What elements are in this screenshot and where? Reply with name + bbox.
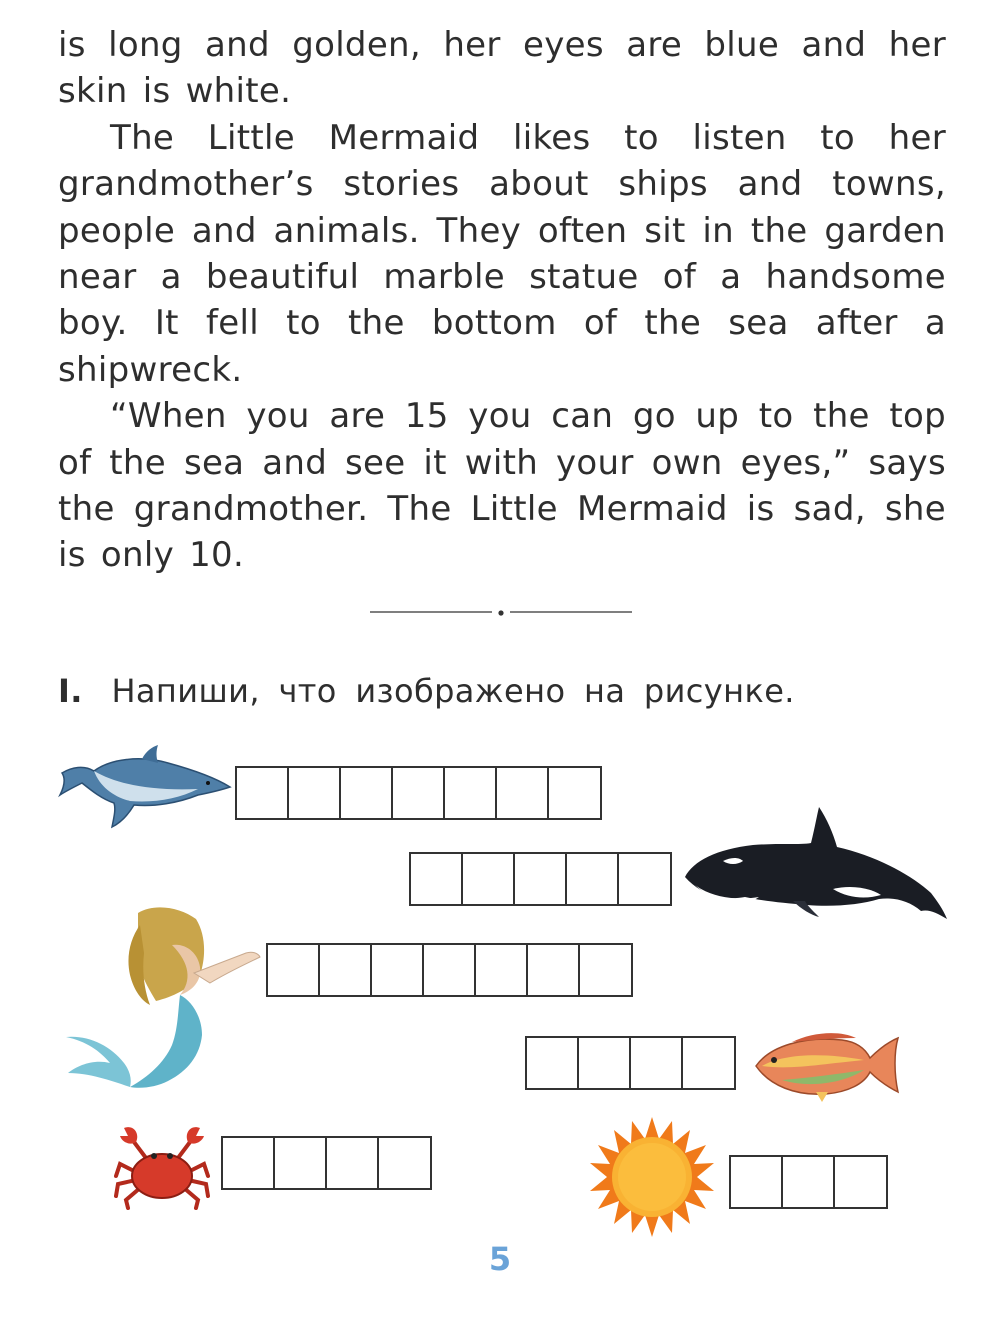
task-instruction: Напиши, что изображено на рисунке. <box>111 672 795 710</box>
answer-boxes-crab[interactable] <box>221 1136 432 1190</box>
story-text <box>58 22 946 579</box>
fish-icon <box>752 1030 902 1102</box>
answer-boxes-mermaid[interactable] <box>266 943 633 997</box>
story-paragraph-1: is long and golden, her eyes are blue and her skin is white. <box>58 25 946 112</box>
page-number: 5 <box>488 1240 512 1278</box>
task-heading <box>58 672 795 710</box>
story-paragraph-2: The Little Mermaid likes to listen to her grandmother’s stories about ships and towns, people and animals. They often sit in the garden near a beautiful marble statue of a handsome boy. It fell to the bottom of the sea after a shipwreck. <box>58 117 946 390</box>
answer-boxes-sun[interactable] <box>729 1155 888 1209</box>
section-divider <box>0 600 1000 624</box>
task-number: I. <box>58 672 83 710</box>
story-paragraph-3: “When you are 15 you can go up to the top of the sea and see it with your own eyes,” says the grandmother. The Little Mermaid is sad, she is only 10. <box>58 396 946 576</box>
answer-boxes-fish[interactable] <box>525 1036 736 1090</box>
crab-icon <box>112 1120 212 1210</box>
sun-icon <box>588 1115 716 1243</box>
orca-icon <box>683 805 949 923</box>
dolphin-icon <box>58 745 234 829</box>
answer-boxes-orca[interactable] <box>409 852 672 906</box>
mermaid-icon <box>60 905 268 1101</box>
answer-boxes-dolphin[interactable] <box>235 766 602 820</box>
